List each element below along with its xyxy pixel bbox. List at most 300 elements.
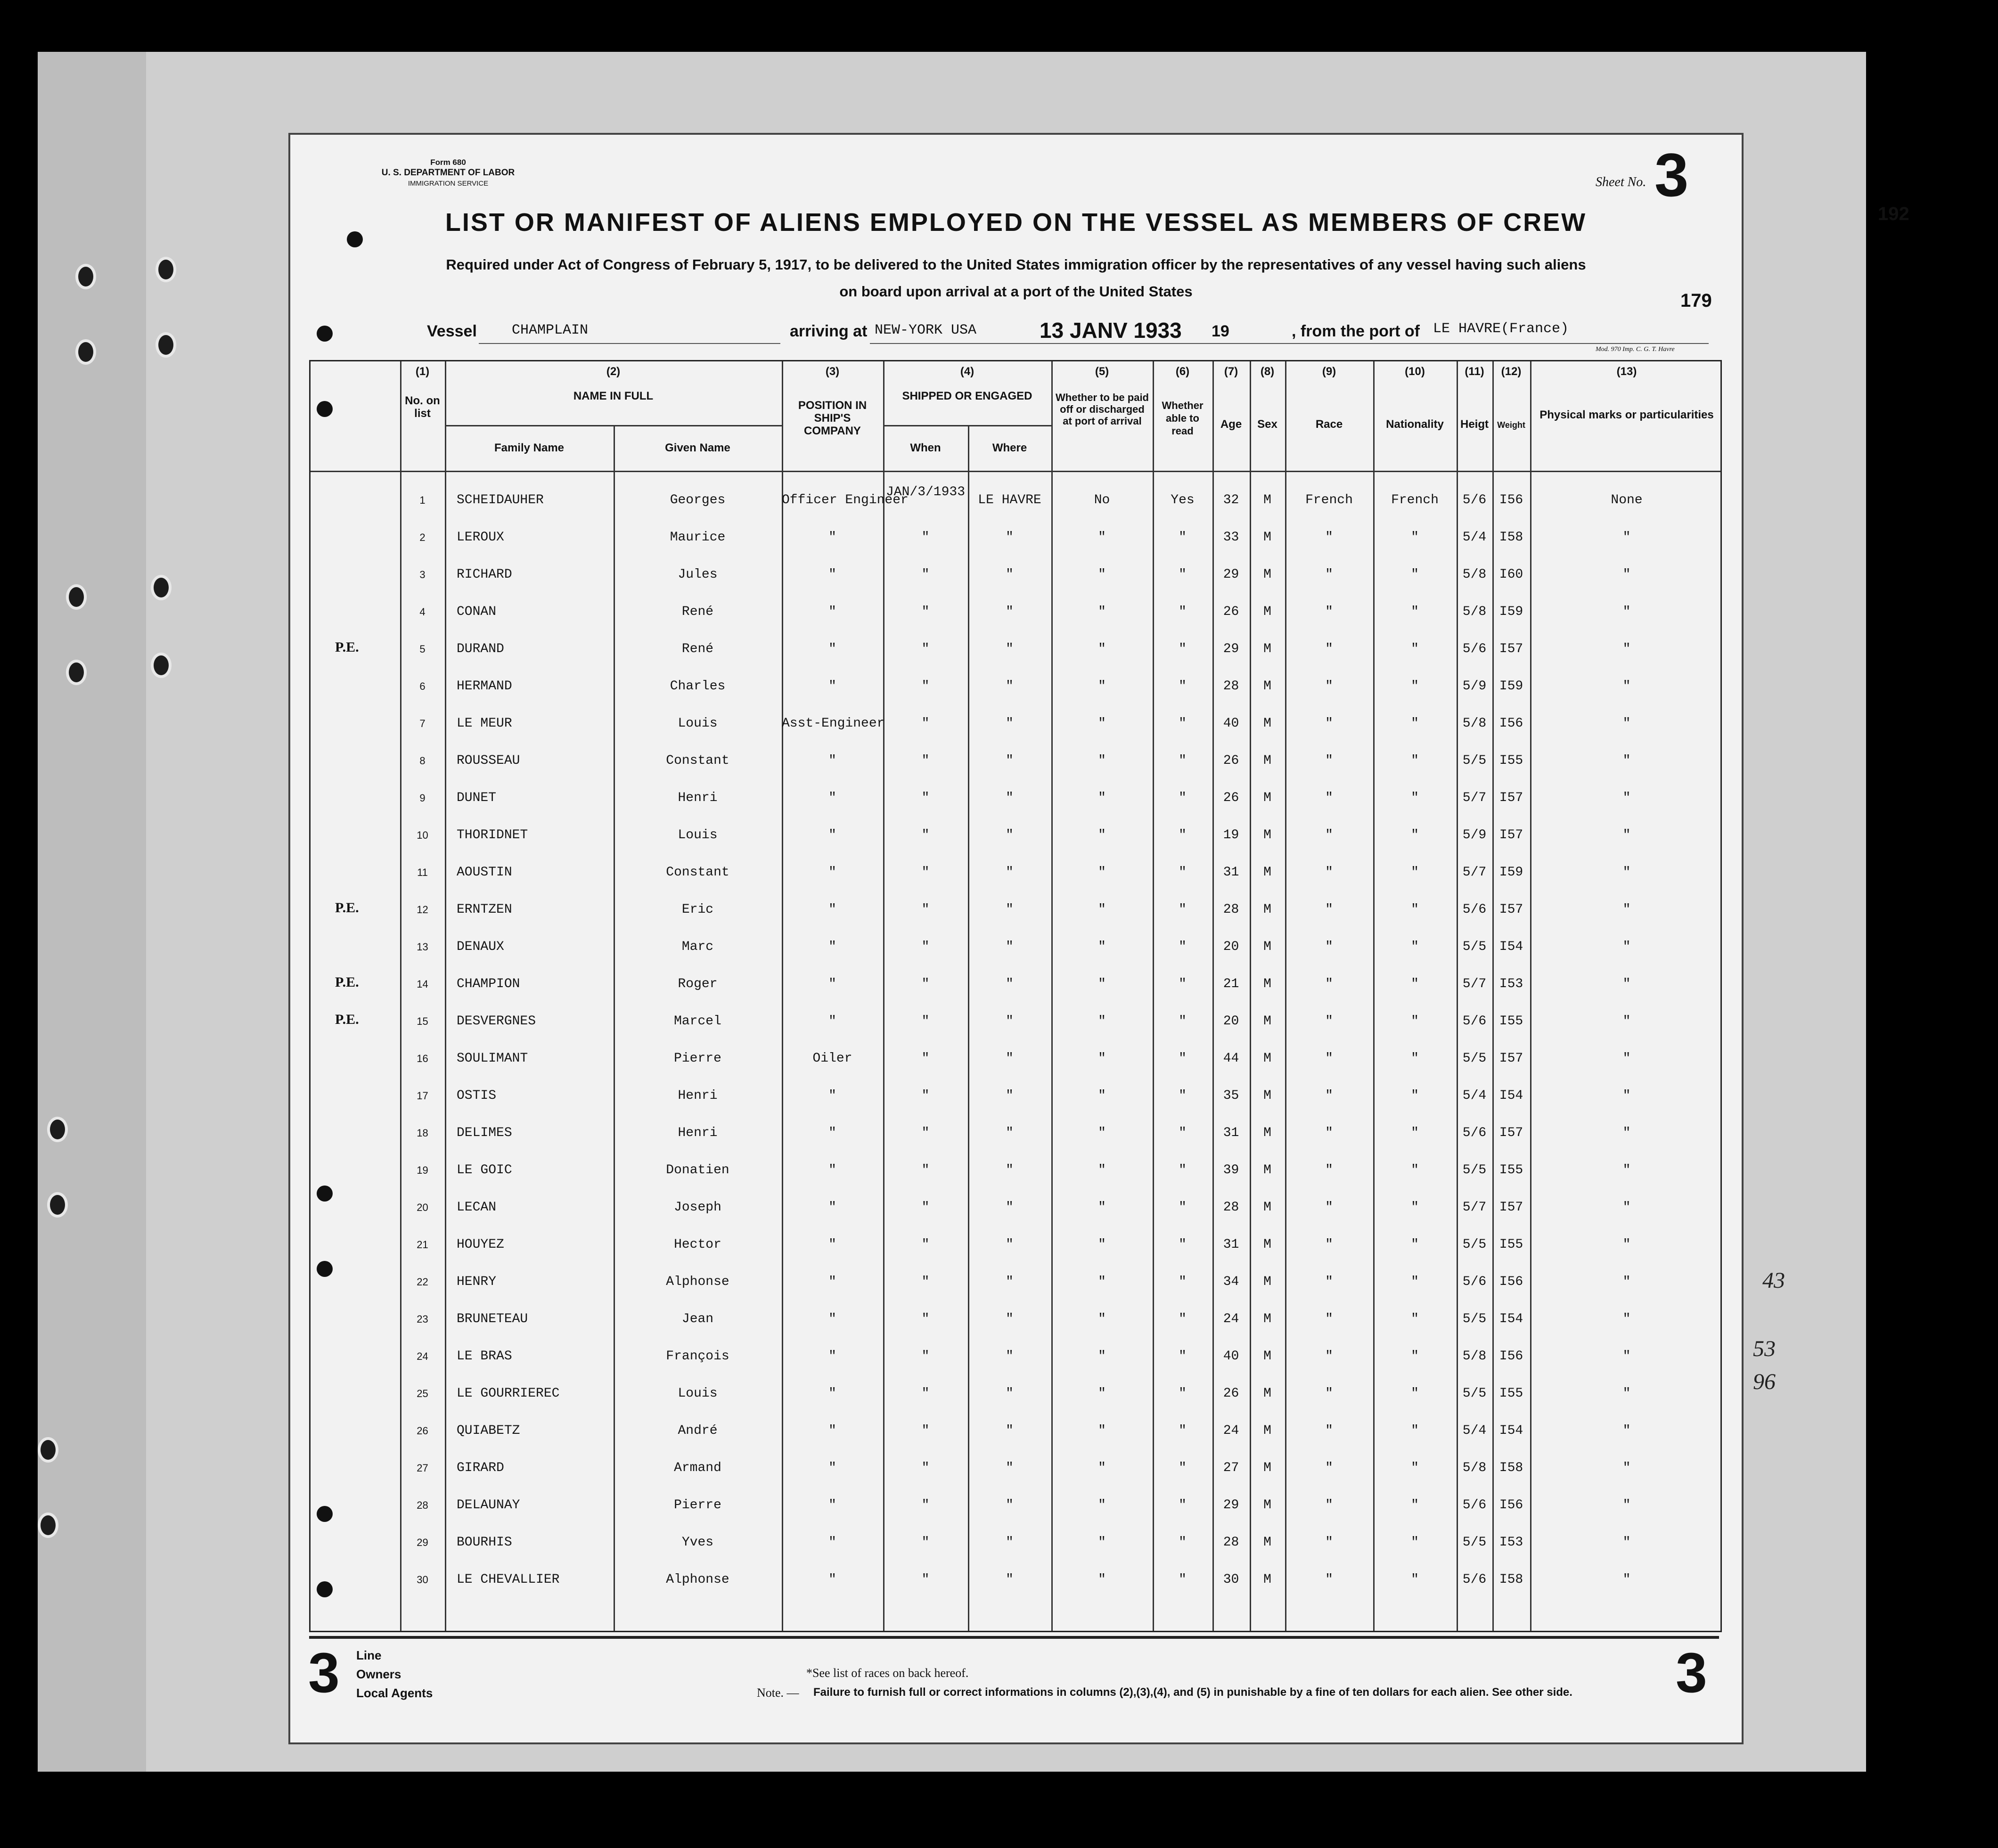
cell-paid-off: " [1098, 1051, 1106, 1066]
cell-when: " [921, 1200, 930, 1215]
cell-no: 19 [417, 1164, 428, 1176]
cell-where: " [1006, 1088, 1014, 1103]
cell-height: 5/7 [1462, 1200, 1487, 1215]
local-agents-label: Local Agents [356, 1686, 433, 1700]
cell-position: " [828, 1498, 836, 1513]
cell-race: " [1325, 679, 1333, 694]
vessel-name: CHAMPLAIN [512, 322, 589, 338]
cell-age: 32 [1223, 493, 1239, 507]
cell-family-name: QUIABETZ [457, 1423, 520, 1438]
cell-age: 29 [1223, 567, 1239, 582]
cell-able-to-read: " [1179, 567, 1187, 582]
cell-sex: M [1263, 902, 1271, 917]
cell-where: " [1006, 1275, 1014, 1289]
cell-race: " [1325, 1163, 1333, 1177]
binder-hole [156, 332, 176, 358]
binder-strip [38, 52, 146, 1772]
cell-where: " [1006, 791, 1014, 805]
punch-hole [317, 326, 333, 342]
cell-no: 2 [419, 532, 426, 543]
cell-age: 21 [1223, 977, 1239, 991]
cell-race: " [1325, 1349, 1333, 1364]
cell-age: 28 [1223, 679, 1239, 694]
cell-weight: I57 [1499, 791, 1523, 805]
cell-age: 35 [1223, 1088, 1239, 1103]
cell-age: 29 [1223, 1498, 1239, 1513]
cell-when: " [921, 902, 930, 917]
margin-annotation: P.E. [335, 900, 359, 916]
cell-when: " [921, 940, 930, 954]
cell-where: " [1006, 1312, 1014, 1326]
col-number: (9) [1322, 365, 1336, 378]
cell-able-to-read: " [1179, 1349, 1187, 1364]
cell-given-name: Yves [681, 1535, 714, 1550]
subtitle-line1: Required under Act of Congress of February 5, 1917, to be delivered to the United States immigration officer by the representatives of any vessel having such aliens [446, 256, 1586, 273]
cell-position: " [828, 828, 836, 842]
cell-marks: " [1622, 530, 1631, 545]
cell-no: 23 [417, 1313, 428, 1325]
cell-family-name: ERNTZEN [457, 902, 512, 917]
cell-where: " [1006, 753, 1014, 768]
cell-sex: M [1263, 1051, 1271, 1066]
col-number: (8) [1260, 365, 1275, 378]
cell-when: " [921, 605, 930, 619]
cell-age: 28 [1223, 902, 1239, 917]
cell-no: 21 [417, 1239, 428, 1251]
cell-sex: M [1263, 1200, 1271, 1215]
cell-given-name: Jean [681, 1312, 714, 1326]
printer-note: Mod. 970 Imp. C. G. T. Havre [1596, 346, 1675, 353]
cell-nationality: " [1411, 1014, 1419, 1029]
corner-sheet-number-right: 3 [1676, 1641, 1707, 1704]
cell-age: 26 [1223, 1386, 1239, 1401]
cell-sex: M [1263, 1312, 1271, 1326]
cell-where: " [1006, 1051, 1014, 1066]
cell-paid-off: " [1098, 567, 1106, 582]
cell-weight: I55 [1499, 1237, 1523, 1252]
cell-paid-off: " [1098, 1237, 1106, 1252]
col-header-no: No. on list [405, 394, 440, 420]
cell-family-name: AOUSTIN [457, 865, 512, 880]
cell-when: " [921, 1461, 930, 1475]
cell-able-to-read: " [1179, 1386, 1187, 1401]
col-header-family: Family Name [494, 442, 565, 454]
cell-marks: " [1622, 865, 1631, 880]
cell-height: 5/7 [1462, 865, 1487, 880]
cell-race: " [1325, 1572, 1333, 1587]
cell-sex: M [1263, 1423, 1271, 1438]
cell-position: " [828, 1088, 836, 1103]
cell-marks: " [1622, 1275, 1631, 1289]
cell-sex: M [1263, 977, 1271, 991]
cell-where: " [1006, 865, 1014, 880]
cell-no: 25 [417, 1388, 428, 1399]
cell-weight: I57 [1499, 1126, 1523, 1140]
cell-race: " [1325, 1461, 1333, 1475]
cell-no: 8 [419, 755, 426, 767]
cell-where: " [1006, 642, 1014, 656]
cell-sex: M [1263, 493, 1271, 507]
cell-sex: M [1263, 791, 1271, 805]
table-row [311, 1375, 1720, 1412]
binder-hole [38, 1437, 58, 1463]
cell-family-name: CHAMPION [457, 977, 520, 991]
cell-nationality: " [1411, 679, 1419, 694]
cell-nationality: " [1411, 1572, 1419, 1587]
cell-given-name: Louis [678, 716, 718, 731]
cell-marks: " [1622, 828, 1631, 842]
col-number: (3) [825, 365, 840, 378]
cell-sex: M [1263, 753, 1271, 768]
cell-position: " [828, 940, 836, 954]
cell-where: " [1006, 1126, 1014, 1140]
cell-given-name: André [678, 1423, 718, 1438]
cell-sex: M [1263, 1237, 1271, 1252]
table-row [311, 1152, 1720, 1189]
cell-sex: M [1263, 940, 1271, 954]
cell-where: " [1006, 1461, 1014, 1475]
cell-no: 16 [417, 1053, 428, 1064]
cell-family-name: BOURHIS [457, 1535, 512, 1550]
cell-position: " [828, 865, 836, 880]
cell-age: 26 [1223, 605, 1239, 619]
cell-height: 5/5 [1462, 1237, 1487, 1252]
cell-position: " [828, 642, 836, 656]
cell-position: Asst-Engineer [782, 716, 885, 731]
cell-able-to-read: Yes [1171, 493, 1195, 507]
cell-marks: " [1622, 716, 1631, 731]
table-row [311, 779, 1720, 817]
cell-sex: M [1263, 1088, 1271, 1103]
cell-paid-off: No [1094, 493, 1110, 507]
col-header-sex: Sex [1257, 418, 1277, 431]
cell-nationality: " [1411, 1312, 1419, 1326]
cell-paid-off: " [1098, 828, 1106, 842]
cell-weight: I56 [1499, 716, 1523, 731]
col-number: (6) [1175, 365, 1190, 378]
cell-given-name: Louis [678, 1386, 718, 1401]
cell-weight: I55 [1499, 1163, 1523, 1177]
cell-family-name: THORIDNET [457, 828, 528, 842]
cell-height: 5/5 [1462, 1386, 1487, 1401]
cell-when: " [921, 716, 930, 731]
cell-sex: M [1263, 1498, 1271, 1513]
cell-nationality: " [1411, 1088, 1419, 1103]
cell-given-name: Constant [666, 865, 729, 880]
cell-when: " [921, 1237, 930, 1252]
cell-no: 6 [419, 680, 426, 692]
cell-family-name: ROUSSEAU [457, 753, 520, 768]
cell-age: 20 [1223, 1014, 1239, 1029]
cell-weight: I53 [1499, 977, 1523, 991]
cell-age: 34 [1223, 1275, 1239, 1289]
cell-race: " [1325, 828, 1333, 842]
cell-given-name: Eric [681, 902, 714, 917]
cell-when: " [921, 1051, 930, 1066]
cell-sex: M [1263, 1275, 1271, 1289]
cell-paid-off: " [1098, 642, 1106, 656]
table-row [311, 482, 1720, 519]
cell-height: 5/9 [1462, 679, 1487, 694]
cell-paid-off: " [1098, 605, 1106, 619]
cell-no: 9 [419, 792, 426, 804]
cell-age: 40 [1223, 1349, 1239, 1364]
cell-paid-off: " [1098, 940, 1106, 954]
cell-where: " [1006, 1014, 1014, 1029]
cell-marks: " [1622, 1461, 1631, 1475]
cell-given-name: Henri [678, 1126, 718, 1140]
cell-height: 5/5 [1462, 1312, 1487, 1326]
cell-age: 26 [1223, 753, 1239, 768]
cell-race: " [1325, 1312, 1333, 1326]
cell-family-name: HERMAND [457, 679, 512, 694]
cell-weight: I53 [1499, 1535, 1523, 1550]
cell-race: " [1325, 1051, 1333, 1066]
cell-where: " [1006, 977, 1014, 991]
cell-marks: None [1611, 493, 1643, 507]
cell-height: 5/8 [1462, 605, 1487, 619]
cell-no: 20 [417, 1202, 428, 1213]
cell-given-name: Constant [666, 753, 729, 768]
cell-marks: " [1622, 1088, 1631, 1103]
cell-race: " [1325, 530, 1333, 545]
cell-height: 5/6 [1462, 1572, 1487, 1587]
cell-paid-off: " [1098, 1163, 1106, 1177]
cell-when: " [921, 567, 930, 582]
cell-able-to-read: " [1179, 1535, 1187, 1550]
margin-note: 53 [1753, 1336, 1776, 1361]
cell-marks: " [1622, 1312, 1631, 1326]
cell-sex: M [1263, 1461, 1271, 1475]
cell-age: 30 [1223, 1572, 1239, 1587]
vessel-label: Vessel [427, 322, 477, 340]
cell-where: " [1006, 1386, 1014, 1401]
cell-given-name: Pierre [674, 1051, 721, 1066]
cell-nationality: " [1411, 940, 1419, 954]
cell-able-to-read: " [1179, 1572, 1187, 1587]
cell-age: 31 [1223, 865, 1239, 880]
cell-nationality: " [1411, 605, 1419, 619]
cell-nationality: " [1411, 753, 1419, 768]
cell-family-name: LE MEUR [457, 716, 512, 731]
cell-when: " [921, 1572, 930, 1587]
cell-when: " [921, 1312, 930, 1326]
cell-marks: " [1622, 1535, 1631, 1550]
col-number: (2) [606, 365, 621, 378]
cell-when: " [921, 1535, 930, 1550]
table-row [311, 928, 1720, 965]
cell-where: " [1006, 716, 1014, 731]
cell-position: " [828, 1572, 836, 1587]
cell-able-to-read: " [1179, 716, 1187, 731]
note-prefix: Note. — [757, 1686, 799, 1700]
cell-family-name: LE BRAS [457, 1349, 512, 1364]
cell-height: 5/8 [1462, 567, 1487, 582]
cell-weight: I57 [1499, 1200, 1523, 1215]
cell-given-name: Donatien [666, 1163, 729, 1177]
cell-position: " [828, 1423, 836, 1438]
col-number: (13) [1616, 365, 1637, 378]
cell-family-name: LE CHEVALLIER [457, 1572, 560, 1587]
cell-race: " [1325, 1423, 1333, 1438]
cell-race: " [1325, 902, 1333, 917]
cell-where: " [1006, 1572, 1014, 1587]
cell-weight: I56 [1499, 493, 1523, 507]
cell-height: 5/4 [1462, 1423, 1487, 1438]
cell-no: 26 [417, 1425, 428, 1437]
cell-paid-off: " [1098, 679, 1106, 694]
table-row [311, 1449, 1720, 1487]
cell-able-to-read: " [1179, 1014, 1187, 1029]
cell-nationality: " [1411, 1535, 1419, 1550]
cell-given-name: René [681, 642, 714, 656]
cell-able-to-read: " [1179, 791, 1187, 805]
cell-nationality: " [1411, 530, 1419, 545]
table-row [311, 1524, 1720, 1561]
table-row [311, 1300, 1720, 1338]
col-header-marks: Physical marks or particularities [1539, 409, 1714, 421]
table-row [311, 817, 1720, 854]
binder-hole [75, 264, 96, 289]
sheet-label: Sheet No. [1596, 175, 1646, 189]
cell-nationality: " [1411, 1051, 1419, 1066]
binder-hole [66, 584, 87, 610]
cell-age: 27 [1223, 1461, 1239, 1475]
table-row [311, 1077, 1720, 1114]
cell-race: " [1325, 753, 1333, 768]
owners-label: Owners [356, 1667, 401, 1681]
col-number: (1) [415, 365, 430, 378]
header-bottom-line [311, 471, 1720, 472]
table-row [311, 556, 1720, 593]
col-header-weight: Weight [1497, 420, 1525, 430]
cell-sex: M [1263, 1163, 1271, 1177]
cell-race: " [1325, 940, 1333, 954]
cell-where: " [1006, 940, 1014, 954]
cell-age: 19 [1223, 828, 1239, 842]
cell-marks: " [1622, 791, 1631, 805]
cell-weight: I59 [1499, 605, 1523, 619]
cell-able-to-read: " [1179, 902, 1187, 917]
arriving-label: arriving at [790, 322, 868, 340]
table-row [311, 630, 1720, 668]
footer-rule [309, 1636, 1719, 1639]
cell-given-name: Charles [670, 679, 726, 694]
subtitle-line2: on board upon arrival at a port of the United States [839, 283, 1193, 300]
cell-paid-off: " [1098, 1088, 1106, 1103]
cell-able-to-read: " [1179, 1423, 1187, 1438]
cell-able-to-read: " [1179, 977, 1187, 991]
cell-no: 1 [419, 494, 426, 506]
cell-position: " [828, 567, 836, 582]
cell-marks: " [1622, 902, 1631, 917]
cell-when: " [921, 828, 930, 842]
sheet-number: 3 [1654, 140, 1689, 209]
col-header-paid-off: Whether to be paid off or discharged at port of arrival [1056, 392, 1149, 427]
col-number: (5) [1095, 365, 1109, 378]
cell-where: " [1006, 828, 1014, 842]
col-number: (10) [1405, 365, 1425, 378]
cell-race: French [1305, 493, 1353, 507]
cell-position: " [828, 605, 836, 619]
cell-nationality: " [1411, 1163, 1419, 1177]
col-number: (11) [1465, 365, 1484, 378]
cell-age: 40 [1223, 716, 1239, 731]
cell-where: " [1006, 1535, 1014, 1550]
cell-given-name: Hector [674, 1237, 721, 1252]
cell-position: " [828, 1386, 836, 1401]
cell-no: 11 [417, 867, 428, 878]
from-port-label: , from the port of [1292, 322, 1420, 340]
cell-position: " [828, 1200, 836, 1215]
cell-where: " [1006, 530, 1014, 545]
cell-race: " [1325, 605, 1333, 619]
cell-paid-off: " [1098, 1535, 1106, 1550]
cell-no: 24 [417, 1350, 428, 1362]
cell-paid-off: " [1098, 1498, 1106, 1513]
table-row [311, 891, 1720, 928]
cell-sex: M [1263, 1349, 1271, 1364]
cell-race: " [1325, 1014, 1333, 1029]
cell-sex: M [1263, 642, 1271, 656]
cell-height: 5/5 [1462, 753, 1487, 768]
margin-annotation: P.E. [335, 974, 359, 990]
cell-family-name: DELAUNAY [457, 1498, 520, 1513]
cell-weight: I54 [1499, 940, 1523, 954]
cell-family-name: DURAND [457, 642, 504, 656]
cell-paid-off: " [1098, 1275, 1106, 1289]
cell-weight: I57 [1499, 642, 1523, 656]
cell-weight: I60 [1499, 567, 1523, 582]
cell-age: 24 [1223, 1423, 1239, 1438]
margin-annotation: P.E. [335, 1012, 359, 1027]
cell-age: 28 [1223, 1535, 1239, 1550]
cell-no: 30 [417, 1574, 428, 1586]
binder-hole [151, 575, 172, 600]
manifest-page [288, 133, 1744, 1744]
cell-able-to-read: " [1179, 605, 1187, 619]
cell-nationality: French [1391, 493, 1439, 507]
cell-when: JAN/3/1933 [885, 485, 966, 499]
cell-height: 5/5 [1462, 1535, 1487, 1550]
cell-able-to-read: " [1179, 1237, 1187, 1252]
cell-no: 14 [417, 978, 428, 990]
cell-family-name: LE GOIC [457, 1163, 512, 1177]
table-row [311, 1561, 1720, 1598]
cell-given-name: Joseph [674, 1200, 721, 1215]
cell-when: " [921, 1088, 930, 1103]
service-name: IMMIGRATION SERVICE [408, 180, 489, 188]
cell-marks: " [1622, 1498, 1631, 1513]
cell-height: 5/4 [1462, 530, 1487, 545]
cell-able-to-read: " [1179, 1275, 1187, 1289]
table-row [311, 1263, 1720, 1300]
cell-where: " [1006, 605, 1014, 619]
cell-family-name: LECAN [457, 1200, 497, 1215]
cell-paid-off: " [1098, 1014, 1106, 1029]
cell-position: " [828, 1126, 836, 1140]
shipped-subheader-line [883, 425, 1051, 426]
cell-weight: I59 [1499, 679, 1523, 694]
cell-age: 39 [1223, 1163, 1239, 1177]
cell-no: 17 [417, 1090, 428, 1102]
col-number: (7) [1224, 365, 1238, 378]
cell-nationality: " [1411, 1386, 1419, 1401]
cell-height: 5/6 [1462, 1275, 1487, 1289]
cell-marks: " [1622, 1014, 1631, 1029]
cell-family-name: RICHARD [457, 567, 512, 582]
cell-where: " [1006, 679, 1014, 694]
